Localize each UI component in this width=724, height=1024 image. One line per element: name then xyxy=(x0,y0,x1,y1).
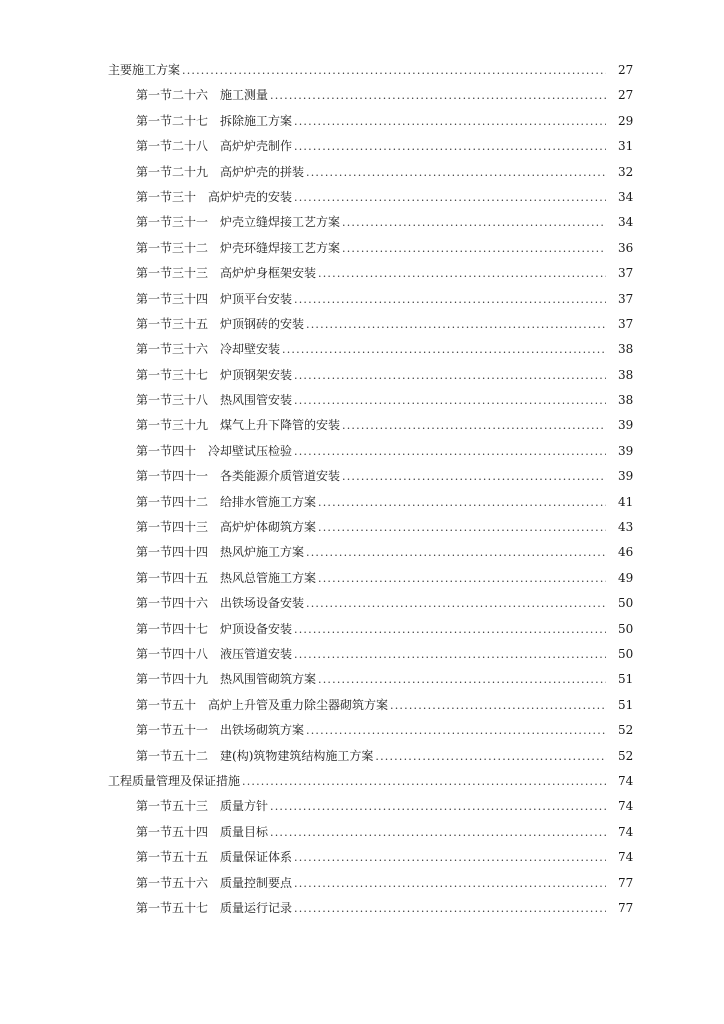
toc-entry-title: 质量保证体系 xyxy=(220,850,293,865)
toc-entry-title: 炉顶平台安装 xyxy=(220,291,293,306)
toc-section-row[interactable] xyxy=(0,109,724,134)
toc-entry-label xyxy=(108,769,242,794)
toc-page-number: 39 xyxy=(616,464,658,489)
toc-leader-dots xyxy=(294,845,606,870)
toc-section-row[interactable] xyxy=(0,566,724,591)
toc-page-number: 77 xyxy=(616,871,658,896)
toc-section-number: 第一节三十八 xyxy=(136,393,209,408)
toc-section-number: 第一节三十二 xyxy=(136,240,209,255)
toc-entry xyxy=(136,642,606,667)
toc-page-number: 32 xyxy=(616,160,658,185)
toc-entry-title: 质量控制要点 xyxy=(220,875,293,890)
toc-leader-dots xyxy=(294,388,606,413)
toc-leader-dots xyxy=(318,515,606,540)
toc-section-row[interactable] xyxy=(0,337,724,362)
toc-section-row[interactable] xyxy=(0,210,724,235)
toc-leader-dots xyxy=(282,337,606,362)
toc-entry-title: 炉壳环缝焊接工艺方案 xyxy=(220,240,341,255)
toc-leader-dots xyxy=(294,363,606,388)
toc-entry xyxy=(136,363,606,388)
toc-page-number: 39 xyxy=(616,439,658,464)
toc-entry xyxy=(136,667,606,692)
toc-section-number: 第一节四十一 xyxy=(136,469,209,484)
toc-entry-title: 热风炉施工方案 xyxy=(220,545,305,560)
toc-entry-title: 给排水管施工方案 xyxy=(220,494,317,509)
toc-section-row[interactable] xyxy=(0,388,724,413)
toc-leader-dots xyxy=(306,160,606,185)
toc-section-number: 第一节三十 xyxy=(136,189,197,204)
toc-entry-label xyxy=(136,540,306,565)
toc-section-number: 第一节五十三 xyxy=(136,799,209,814)
toc-section-row[interactable] xyxy=(0,896,724,921)
toc-entry xyxy=(136,388,606,413)
toc-leader-dots xyxy=(306,718,606,743)
toc-entry xyxy=(136,287,606,312)
toc-section-number: 第一节三十九 xyxy=(136,418,209,433)
toc-entry xyxy=(108,58,606,83)
toc-entry-label xyxy=(136,642,294,667)
toc-section-number: 第一节三十四 xyxy=(136,291,209,306)
toc-page-number: 49 xyxy=(616,566,658,591)
toc-entry-title: 拆除施工方案 xyxy=(220,113,293,128)
toc-entry xyxy=(136,744,606,769)
toc-chapter-row[interactable] xyxy=(0,769,724,794)
toc-entry xyxy=(136,617,606,642)
toc-section-number: 第一节五十七 xyxy=(136,900,209,915)
toc-section-number: 第一节四十 xyxy=(136,443,197,458)
toc-entry-title: 炉顶钢砖的安装 xyxy=(220,316,305,331)
toc-section-number: 第一节四十二 xyxy=(136,494,209,509)
toc-section-number: 第一节四十九 xyxy=(136,672,209,687)
toc-section-number: 第一节五十一 xyxy=(136,723,209,738)
toc-entry-title: 炉壳立缝焊接工艺方案 xyxy=(220,215,341,230)
toc-section-number: 第一节三十三 xyxy=(136,266,209,281)
toc-page-number: 37 xyxy=(616,261,658,286)
toc-entry xyxy=(136,337,606,362)
toc-section-number: 第一节三十一 xyxy=(136,215,209,230)
toc-entry-label xyxy=(136,160,306,185)
toc-entry-label xyxy=(136,312,306,337)
toc-section-row[interactable] xyxy=(0,312,724,337)
toc-leader-dots xyxy=(306,591,606,616)
toc-section-number: 第一节五十六 xyxy=(136,875,209,890)
toc-leader-dots xyxy=(294,287,606,312)
toc-entry-label xyxy=(136,490,318,515)
toc-entry xyxy=(136,794,606,819)
toc-entry xyxy=(136,693,606,718)
toc-entry xyxy=(136,515,606,540)
toc-entry-label xyxy=(136,693,390,718)
toc-entry-label xyxy=(136,363,294,388)
toc-entry-label xyxy=(136,337,282,362)
toc-entry xyxy=(108,769,606,794)
toc-entry xyxy=(136,160,606,185)
toc-section-number: 第一节四十八 xyxy=(136,646,209,661)
toc-entry xyxy=(136,871,606,896)
toc-section-row[interactable] xyxy=(0,820,724,845)
toc-section-number: 第一节二十七 xyxy=(136,113,209,128)
toc-page-number: 51 xyxy=(616,667,658,692)
toc-leader-dots xyxy=(270,794,606,819)
toc-leader-dots xyxy=(318,667,606,692)
toc-entry-title: 热风总管施工方案 xyxy=(220,570,317,585)
toc-entry xyxy=(136,540,606,565)
toc-entry-title: 炉顶钢架安装 xyxy=(220,367,293,382)
toc-entry xyxy=(136,185,606,210)
toc-page-number: 37 xyxy=(616,312,658,337)
toc-leader-dots xyxy=(294,134,606,159)
toc-section-row[interactable] xyxy=(0,160,724,185)
toc-entry-title: 高炉炉壳制作 xyxy=(220,139,293,154)
toc-leader-dots xyxy=(294,109,606,134)
toc-entry-label xyxy=(136,261,318,286)
toc-entry-label xyxy=(136,287,294,312)
toc-section-row[interactable] xyxy=(0,236,724,261)
toc-entry-title: 主要施工方案 xyxy=(108,63,181,77)
toc-leader-dots xyxy=(294,642,606,667)
toc-entry-title: 冷却壁安装 xyxy=(220,342,281,357)
toc-entry-title: 建(构)筑物建筑结构施工方案 xyxy=(220,748,374,763)
toc-entry xyxy=(136,718,606,743)
toc-page-number: 27 xyxy=(616,58,658,83)
toc-section-number: 第一节五十五 xyxy=(136,850,209,865)
toc-section-number: 第一节四十三 xyxy=(136,520,209,535)
toc-page-number: 74 xyxy=(616,794,658,819)
toc-page-number: 77 xyxy=(616,896,658,921)
toc-section-row[interactable] xyxy=(0,845,724,870)
toc-entry-label xyxy=(136,515,318,540)
toc-section-number: 第一节五十二 xyxy=(136,748,209,763)
toc-section-row[interactable] xyxy=(0,667,724,692)
toc-entry-label xyxy=(136,617,294,642)
toc-page-number: 38 xyxy=(616,337,658,362)
toc-section-row[interactable] xyxy=(0,185,724,210)
toc-page-number: 38 xyxy=(616,363,658,388)
toc-entry-title: 高炉炉壳的安装 xyxy=(208,189,293,204)
toc-section-row[interactable] xyxy=(0,439,724,464)
toc-section-number: 第一节四十五 xyxy=(136,570,209,585)
toc-page-number: 74 xyxy=(616,769,658,794)
toc-entry-label xyxy=(136,820,270,845)
toc-section-row[interactable] xyxy=(0,540,724,565)
toc-leader-dots xyxy=(270,83,606,108)
toc-page-number: 31 xyxy=(616,134,658,159)
toc-section-number: 第一节二十六 xyxy=(136,88,209,103)
toc-section-number: 第一节五十 xyxy=(136,697,197,712)
toc-entry-label xyxy=(136,413,342,438)
toc-entry-title: 高炉炉壳的拼装 xyxy=(220,164,305,179)
toc-leader-dots xyxy=(375,744,606,769)
toc-section-number: 第一节二十八 xyxy=(136,139,209,154)
toc-entry-title: 冷却壁试压检验 xyxy=(208,443,293,458)
toc-page-number: 34 xyxy=(616,210,658,235)
toc-entry-title: 高炉炉身框架安装 xyxy=(220,266,317,281)
toc-leader-dots xyxy=(294,871,606,896)
toc-entry-title: 出铁场砌筑方案 xyxy=(220,723,305,738)
toc-entry xyxy=(136,896,606,921)
toc-entry-label xyxy=(136,591,306,616)
toc-entry xyxy=(136,312,606,337)
toc-section-number: 第一节三十六 xyxy=(136,342,209,357)
toc-leader-dots xyxy=(318,261,606,286)
toc-leader-dots xyxy=(342,236,606,261)
toc-leader-dots xyxy=(270,820,606,845)
toc-page-number: 74 xyxy=(616,820,658,845)
toc-entry xyxy=(136,490,606,515)
toc-entry-title: 液压管道安装 xyxy=(220,646,293,661)
toc-entry-label xyxy=(136,845,294,870)
toc-entry-title: 质量目标 xyxy=(220,824,269,839)
toc-entry-title: 高炉炉体砌筑方案 xyxy=(220,520,317,535)
toc-entry-title: 质量方针 xyxy=(220,799,269,814)
toc-entry-title: 热风围管砌筑方案 xyxy=(220,672,317,687)
toc-entry-label xyxy=(136,667,318,692)
toc-section-number: 第一节四十七 xyxy=(136,621,209,636)
toc-entry xyxy=(136,820,606,845)
toc-leader-dots xyxy=(342,210,606,235)
toc-page-number: 37 xyxy=(616,287,658,312)
toc-leader-dots xyxy=(294,185,606,210)
toc-entry xyxy=(136,591,606,616)
toc-section-row[interactable] xyxy=(0,464,724,489)
toc-entry-label xyxy=(136,83,270,108)
toc-entry-title: 热风围管安装 xyxy=(220,393,293,408)
toc-entry-title: 出铁场设备安装 xyxy=(220,596,305,611)
toc-section-number: 第一节二十九 xyxy=(136,164,209,179)
toc-entry xyxy=(136,413,606,438)
toc-entry xyxy=(136,464,606,489)
toc-entry-label xyxy=(136,439,294,464)
toc-entry xyxy=(136,236,606,261)
toc-section-row[interactable] xyxy=(0,83,724,108)
toc-entry-title: 施工测量 xyxy=(220,88,269,103)
toc-section-number: 第一节三十七 xyxy=(136,367,209,382)
toc-leader-dots xyxy=(318,490,606,515)
toc-entry-label xyxy=(136,134,294,159)
toc-page-number: 50 xyxy=(616,591,658,616)
toc-page-number: 36 xyxy=(616,236,658,261)
toc-page-number: 52 xyxy=(616,718,658,743)
toc-page-number: 43 xyxy=(616,515,658,540)
toc-section-number: 第一节四十四 xyxy=(136,545,209,560)
toc-entry-title: 高炉上升管及重力除尘器砌筑方案 xyxy=(208,697,389,712)
toc-leader-dots xyxy=(306,312,606,337)
toc-entry-label xyxy=(136,566,318,591)
toc-leader-dots xyxy=(182,58,606,83)
toc-entry-label xyxy=(136,794,270,819)
toc-entry-label xyxy=(136,744,375,769)
toc-entry-label xyxy=(136,464,342,489)
toc-leader-dots xyxy=(390,693,606,718)
toc-leader-dots xyxy=(342,464,606,489)
toc-section-row[interactable] xyxy=(0,134,724,159)
toc-page-number: 29 xyxy=(616,109,658,134)
toc-page-number: 52 xyxy=(616,744,658,769)
toc-section-row[interactable] xyxy=(0,490,724,515)
toc-leader-dots xyxy=(342,413,606,438)
toc-section-row[interactable] xyxy=(0,794,724,819)
toc-page-number: 74 xyxy=(616,845,658,870)
toc-section-row[interactable] xyxy=(0,363,724,388)
toc-entry-label xyxy=(108,58,182,83)
toc-entry xyxy=(136,261,606,286)
toc-entry-title: 炉顶设备安装 xyxy=(220,621,293,636)
toc-entry xyxy=(136,439,606,464)
toc-entry xyxy=(136,566,606,591)
toc-leader-dots xyxy=(294,617,606,642)
toc-section-row[interactable] xyxy=(0,413,724,438)
table-of-contents xyxy=(0,58,724,921)
toc-section-row[interactable] xyxy=(0,617,724,642)
toc-section-row[interactable] xyxy=(0,287,724,312)
toc-leader-dots xyxy=(242,769,606,794)
toc-leader-dots xyxy=(294,439,606,464)
toc-entry-title: 工程质量管理及保证措施 xyxy=(108,773,241,788)
toc-entry-label xyxy=(136,718,306,743)
toc-entry xyxy=(136,109,606,134)
toc-entry-label xyxy=(136,388,294,413)
toc-section-row[interactable] xyxy=(0,261,724,286)
toc-section-row[interactable] xyxy=(0,693,724,718)
toc-page-number: 46 xyxy=(616,540,658,565)
toc-entry-title: 质量运行记录 xyxy=(220,900,293,915)
toc-entry-label xyxy=(136,109,294,134)
toc-section-row[interactable] xyxy=(0,642,724,667)
toc-entry xyxy=(136,845,606,870)
toc-page-number: 50 xyxy=(616,642,658,667)
toc-page-number: 39 xyxy=(616,413,658,438)
toc-section-row[interactable] xyxy=(0,744,724,769)
toc-entry xyxy=(136,210,606,235)
toc-section-number: 第一节四十六 xyxy=(136,596,209,611)
toc-entry-label xyxy=(136,210,342,235)
toc-page-number: 38 xyxy=(616,388,658,413)
toc-entry-title: 各类能源介质管道安装 xyxy=(220,469,341,484)
toc-section-number: 第一节五十四 xyxy=(136,824,209,839)
toc-entry xyxy=(136,134,606,159)
toc-section-row[interactable] xyxy=(0,515,724,540)
toc-page-number: 34 xyxy=(616,185,658,210)
toc-page-number: 41 xyxy=(616,490,658,515)
toc-entry-label xyxy=(136,871,294,896)
toc-section-row[interactable] xyxy=(0,591,724,616)
toc-page-number: 27 xyxy=(616,83,658,108)
toc-page-number: 51 xyxy=(616,693,658,718)
toc-entry-label xyxy=(136,236,342,261)
toc-chapter-row[interactable] xyxy=(0,58,724,83)
toc-page-number: 50 xyxy=(616,617,658,642)
toc-section-row[interactable] xyxy=(0,718,724,743)
toc-entry-title: 煤气上升下降管的安装 xyxy=(220,418,341,433)
toc-leader-dots xyxy=(294,896,606,921)
toc-leader-dots xyxy=(318,566,606,591)
toc-section-number: 第一节三十五 xyxy=(136,316,209,331)
toc-entry-label xyxy=(136,896,294,921)
toc-leader-dots xyxy=(306,540,606,565)
toc-entry xyxy=(136,83,606,108)
toc-entry-label xyxy=(136,185,294,210)
toc-section-row[interactable] xyxy=(0,871,724,896)
